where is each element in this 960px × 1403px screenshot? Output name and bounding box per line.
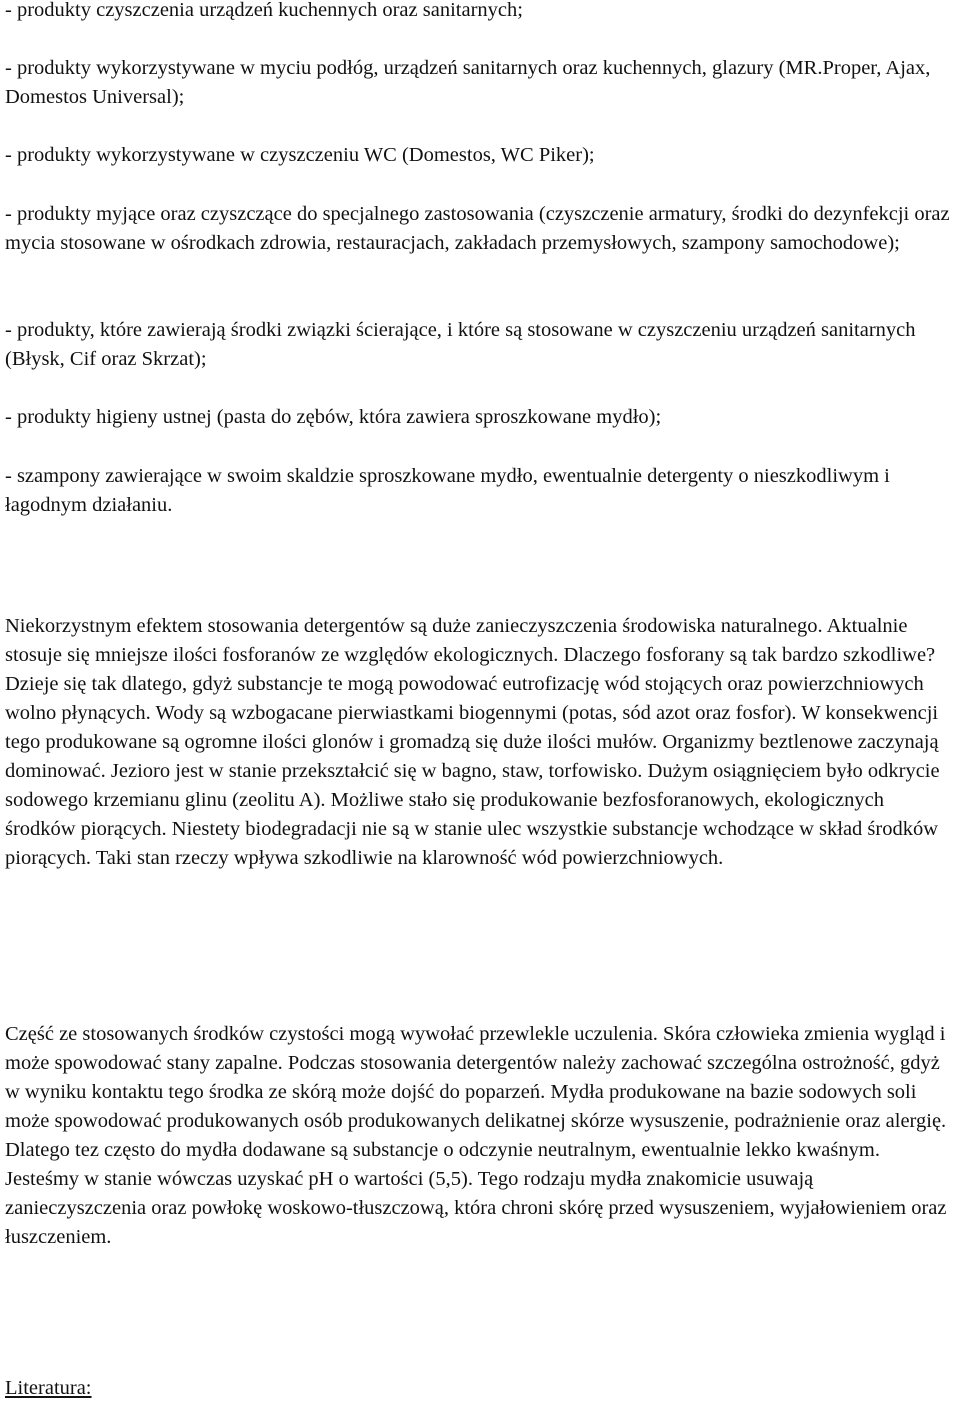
list-item: - produkty myjące oraz czyszczące do specjalnego zastosowania (czyszczenie armatury, środki do dezynfekcji oraz mycia stosowane w ośrodkach zdrowia, restauracjach, zakładach przemysłowych, szampony samochodowe); — [5, 203, 950, 254]
list-item: - produkty wykorzystywane w myciu podłóg, urządzeń sanitarnych oraz kuchennych, glazury (MR.Proper, Ajax, Domestos Universal); — [5, 57, 931, 108]
paragraph: Część ze stosowanych środków czystości mogą wywołać przewlekle uczulenia. Skóra człowieka zmienia wygląd i może spowodować stany zapalne. Podczas stosowania detergentów należy zachować szczególna ostrożność, gdyż w wyniku kontaktu tego środka ze skórą może dojść do poparzeń. Mydła produkowane na bazie sodowych soli może spowodować produkowanych osób produkowanych delikatnej skórze wysuszenie, podrażnienie oraz alergię. Dlatego tez często do mydła dodawane są substancje o odczynie neutralnym, ewentualnie lekko kwaśnym. Jesteśmy w stanie wówczas uzyskać pH o wartości (5,5). Tego rodzaju mydła znakomicie usuwają zanieczyszczenia oraz powłokę woskowo-tłuszczową, która chroni skórę przed wysuszeniem, wyjałowieniem oraz łuszczeniem. — [5, 1023, 947, 1248]
paragraph: Niekorzystnym efektem stosowania detergentów są duże zanieczyszczenia środowiska naturalnego. Aktualnie stosuje się mniejsze ilości fosforanów ze względów ekologicznych. Dlaczego fosforany są tak bardzo szkodliwe? Dzieje się tak dlatego, gdyż substancje te mogą powodować eutrofizację wód stojących oraz powierzchniowych wolno płynących. Wody są wzbogacane pierwiastkami biogennymi (potas, sód azot oraz fosfor). W konsekwencji tego produkowane są ogromne ilości glonów i gromadzą się duże ilości mułów. Organizmy beztlenowe zaczynają dominować. Jezioro jest w stanie przekształcić się w bagno, staw, torfowisko. Dużym osiągnięciem było odkrycie sodowego krzemianu glinu (zeolitu A). Możliwe stało się produkowanie bezfosforanowych, ekologicznych środków piorących. Niestety biodegradacji nie są w stanie ulec wszystkie substancje wchodzące w skład środków piorących. Taki stan rzeczy wpływa szkodliwie na klarowność wód powierzchniowych. — [5, 615, 940, 869]
list-item: - produkty czyszczenia urządzeń kuchennych oraz sanitarnych; — [5, 0, 523, 21]
list-item: - produkty wykorzystywane w czyszczeniu WC (Domestos, WC Piker); — [5, 144, 595, 166]
list-item: - produkty, które zawierają środki związki ścierające, i które są stosowane w czyszczeniu urządzeń sanitarnych (Błysk, Cif oraz Skrzat); — [5, 319, 916, 370]
list-item: - szampony zawierające w swoim skaldzie sproszkowane mydło, ewentualnie detergenty o nieszkodliwym i łagodnym działaniu. — [5, 465, 890, 516]
references-heading: Literatura: — [5, 1377, 92, 1399]
list-item: - produkty higieny ustnej (pasta do zębów, która zawiera sproszkowane mydło); — [5, 406, 662, 428]
